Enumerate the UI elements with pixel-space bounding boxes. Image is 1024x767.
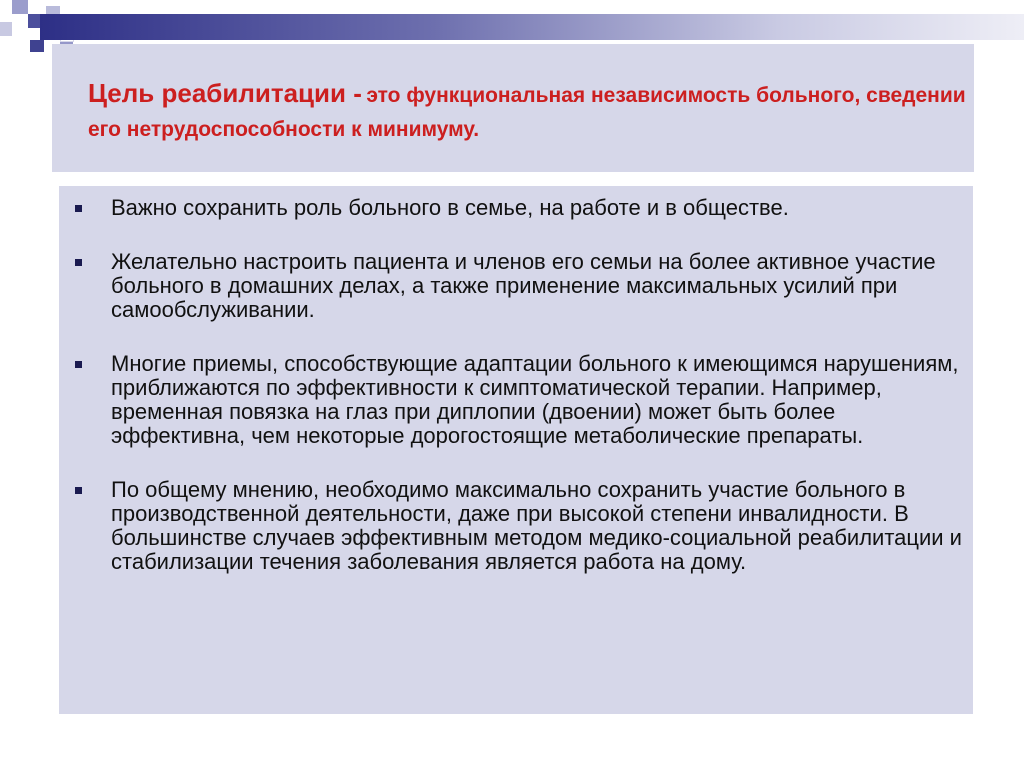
title-rest: это функциональная независимость больного, сведении его нетрудоспособности к минимуму.	[88, 84, 966, 141]
square-bullet-icon	[75, 259, 82, 266]
bullet-text: Желательно настроить пациента и членов его семьи на более активное участие больного в домашних делах, а также применение максимальных усилий при самообслуживании.	[111, 249, 936, 322]
slide-title	[88, 77, 968, 148]
square-bullet-icon	[75, 487, 82, 494]
bullet-item	[73, 196, 963, 220]
bullet-text: Многие приемы, способствующие адаптации больного к имеющимся нарушениям, приближаются по эффективности к симптоматической терапии. Например, временная повязка на глаз при диплопии (двоении) может быть более эффективна, чем некоторые дорогостоящие метаболические препараты.	[111, 351, 959, 448]
bullet-item	[73, 250, 963, 322]
title-strong: Цель реабилитации -	[88, 78, 362, 108]
bullet-text: По общему мнению, необходимо максимально сохранить участие больного в производственной деятельности, даже при высокой степени инвалидности. В большинстве случаев эффективным методом медико-социальной реабилитации и стабилизации течения заболевания является работа на дому.	[111, 477, 962, 574]
decor-square	[12, 0, 28, 14]
square-bullet-icon	[75, 205, 82, 212]
bullet-item	[73, 352, 963, 448]
content-panel	[59, 186, 973, 714]
bullet-list	[73, 196, 963, 604]
title-panel	[52, 44, 974, 172]
bullet-text: Важно сохранить роль больного в семье, на работе и в обществе.	[111, 195, 789, 220]
decor-square	[0, 22, 12, 36]
top-gradient-bar	[40, 14, 1024, 40]
square-bullet-icon	[75, 361, 82, 368]
decor-square	[30, 40, 44, 52]
bullet-item	[73, 478, 963, 574]
